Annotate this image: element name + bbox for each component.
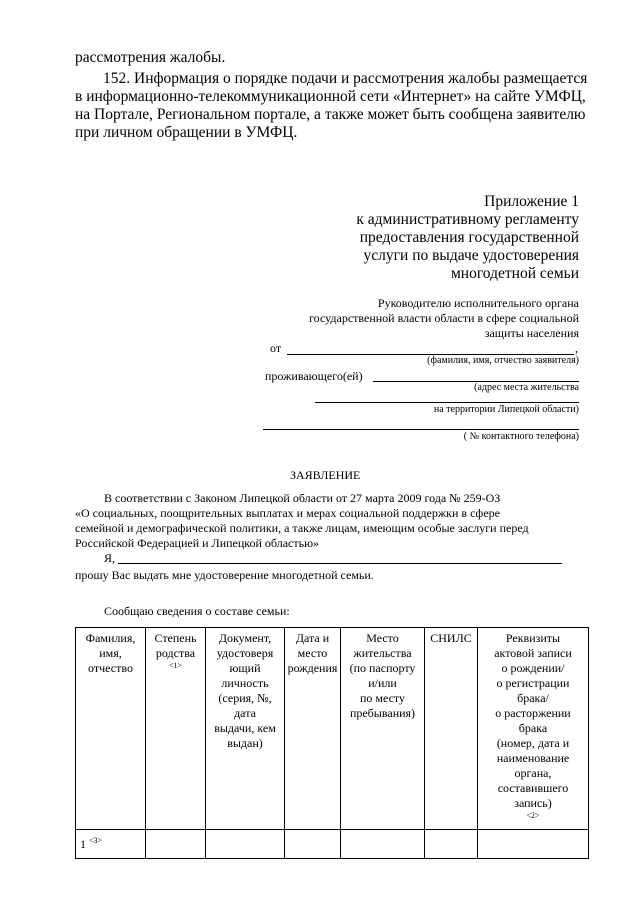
col-header-act-record-text: Реквизиты актовой записи о рождении/ о регистрации брака/ о расторжении брака (номер, дата и наименование органа, составившего запись) [494,631,572,810]
table-cell[interactable] [341,830,425,859]
col-header-name-text: Фамилия, имя, отчество [85,631,136,675]
from-label: от [270,341,282,355]
row-number: 1 [80,837,86,851]
appendix-line-2: к административному регламенту [356,211,579,228]
appendix-line-5: многодетной семьи [450,265,579,282]
appendix-line-1: Приложение 1 [484,193,579,210]
addressee-line-2: государственной власти области в сфере социальной [309,311,579,325]
note-2: <2> [526,811,540,820]
table-header-row [76,628,589,830]
col-header-snils-text: СНИЛС [430,631,472,645]
col-header-relation-text: Степень родства [154,631,197,660]
table-cell[interactable] [425,830,478,859]
statement-body-line-2: «О социальных, поощрительных выплатах и мерах социальной поддержки в сфере [75,506,500,520]
appendix-line-3: предоставления государственной [359,229,579,246]
residing-label: проживающего(ей) [265,369,363,383]
table-cell[interactable] [285,830,341,859]
address-underline-2 [315,402,579,403]
hint-phone: ( № контактного телефона) [463,431,579,442]
phone-underline [263,429,579,430]
request-line: прошу Вас выдать мне удостоверение многодетной семьи. [75,568,374,582]
col-header-id-document [206,628,285,830]
family-table [75,627,589,859]
table-cell[interactable] [206,830,285,859]
i-label: Я, [104,551,116,565]
row-note: <3> [89,836,103,845]
statement-body-line-3: семейной и демографической политики, а также лицам, имеющим особые заслуги перед [75,521,529,535]
intro-p152-line-4: при личном обращении в УМФЦ. [75,124,298,141]
hint-applicant-name: (фамилия, имя, отчество заявителя) [427,355,579,366]
col-header-name [76,628,146,830]
col-header-relation [146,628,206,830]
intro-p152-line-1: 152. Информация о порядке подачи и рассмотрения жалобы размещается [103,70,588,87]
intro-p152-line-3: на Портале, Региональном портале, а также может быть сообщена заявителю [75,106,586,123]
addressee-line-3: защиты населения [484,326,579,340]
col-header-id-document-text: Документ, удостоверя ющий личность (серия, №, дата выдачи, кем выдан) [214,631,276,750]
hint-region: на территории Липецкой области) [433,404,579,415]
table-row [76,830,589,859]
table-cell[interactable] [478,830,589,859]
statement-body-line-4: Российской Федерацией и Липецкой областью» [75,536,320,550]
statement-title: ЗАЯВЛЕНИЕ [290,468,361,482]
appendix-line-4: услуги по выдаче удостоверения [363,247,579,264]
col-header-birth-text: Дата и место рождения [287,631,338,675]
statement-body-line-1: В соответствии с Законом Липецкой области от 27 марта 2009 года № 259-ОЗ [104,491,501,505]
family-intro: Сообщаю сведения о составе семьи: [104,604,290,618]
row-number-cell[interactable] [76,830,146,859]
hint-address: (адрес места жительства [474,382,579,393]
col-header-residence [341,628,425,830]
intro-p152-line-2: в информационно-телекоммуникационной сети «Интернет» на сайте УМФЦ, [75,88,586,105]
col-header-act-record [478,628,589,830]
note-1: <1> [168,661,183,670]
addressee-line-1: Руководителю исполнительного органа [377,296,579,310]
table-cell[interactable] [146,830,206,859]
col-header-snils [425,628,478,830]
col-header-birth [285,628,341,830]
col-header-residence-text: Место жительства (по паспорту и/или по месту пребывания) [349,631,416,720]
applicant-name-underline [118,563,562,564]
intro-line-0: рассмотрения жалобы. [75,49,226,66]
from-comma: , [575,341,578,355]
